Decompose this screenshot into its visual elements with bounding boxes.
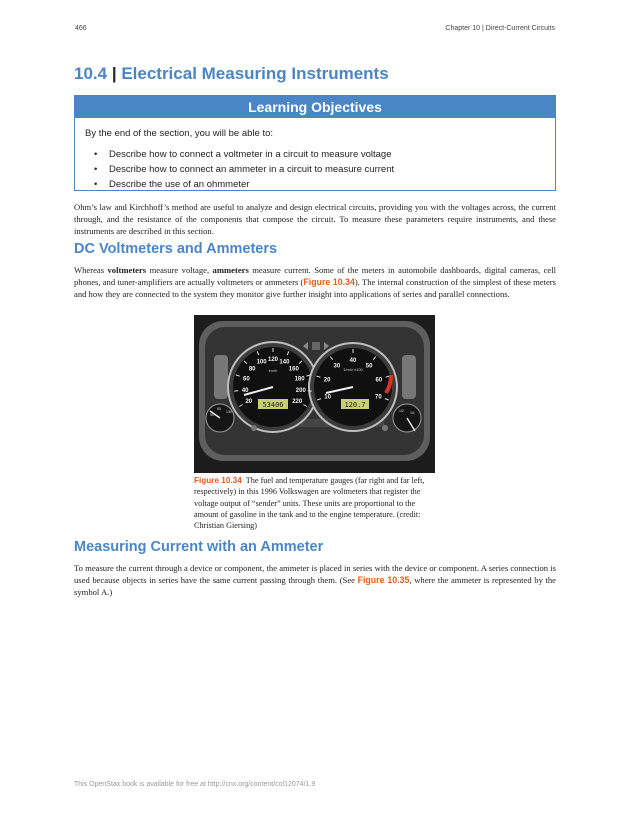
title-separator: | [111,64,122,83]
speed-tick-label: 180 [294,376,305,383]
learning-objectives-box [74,95,556,191]
learning-objectives-intro: By the end of the section, you will be able to: [85,128,274,139]
speed-unit: km/h [268,368,278,373]
page-footer: This OpenStax book is available for free at http://cnx.org/content/col12074/1.9 [74,781,316,788]
speed-tick-label: 80 [248,366,256,373]
dashboard-illustration [194,315,435,473]
section-title-text: Electrical Measuring Instruments [121,64,389,83]
clock-knob [382,425,388,431]
objective-item: • Describe how to connect an ammeter in a circuit to measure current [75,162,394,177]
term-ammeters: ammeters [212,265,249,275]
learning-objectives-heading: Learning Objectives [75,96,555,118]
ammeter-text-2: , where the ammeter is represented by the symbol A.) [74,575,556,597]
fuel-tick-label: 1/2 [399,409,404,413]
speed-tick-label: 100 [256,359,267,366]
speed-tick-label: 200 [295,388,306,394]
temp-tick-label: 50 [210,413,214,417]
ammeter-section-heading: Measuring Current with an Ammeter [74,539,324,555]
figure-10-34-link[interactable]: Figure 10.34 [303,277,355,287]
dc-section-heading: DC Voltmeters and Ammeters [74,241,278,257]
temp-tick-label: 130 [226,410,232,414]
figure-label: Figure 10.34 [194,476,242,485]
center-indicator [312,342,320,350]
page-number: 466 [75,25,87,32]
rpm-tick-label: 60 [375,377,383,384]
dc-text-1: Whereas [74,265,105,275]
speed-tick-label: 140 [279,359,290,366]
speed-tick-label: 220 [292,399,303,406]
rpm-tick-label: 10 [324,394,331,401]
rpm-tick-label: 70 [375,394,382,401]
objective-item: • Describe how to connect a voltmeter in a circuit to measure voltage [75,147,394,162]
odometer-display: 53406 [262,401,284,409]
figure-caption [194,475,435,531]
dc-text-3: measure current. Some of the meters in automobile dashboards, digital cameras, cell phones, and tuner-amplifiers are actually voltmeters or ammeters ( [74,265,556,287]
speed-tick-label: 120 [267,357,279,364]
figure-caption-text: The fuel and temperature gauges (far right and far left, respectively) in this 1996 Volkswagen are voltmeters that register the voltage output of “sender” units. These units are proportional to the amount of gasoline in the tank and to the engine temperature. (credit: Christian Giersing) [194,476,425,531]
objective-item: • Describe the use of an ohmmeter [75,177,394,192]
rpm-tick-label: 40 [349,358,357,365]
dc-paragraph [74,264,556,300]
running-header: Chapter 10 | Direct-Current Circuits [445,25,555,32]
dc-text-4: ). The internal construction of the simplest of these meters and how they are connected to the system they monitor give further insight into applications of series and parallel connections. [74,277,557,299]
tripmeter-display: 120.7 [344,401,366,409]
rpm-tick-label: 50 [365,363,373,370]
fuel-tick-label: 1/1 [410,411,415,415]
dc-text-2: measure voltage, [149,265,210,275]
rpm-unit: 1/min x100 [343,367,363,372]
reset-knob [251,425,257,431]
ammeter-text-1: To measure the current through a device or component, the ammeter is placed in series with the device or component. A series connection is used because objects in series have the same current passing through them. (See [74,563,556,585]
term-voltmeters: voltmeters [107,265,147,275]
intro-paragraph: Ohm’s law and Kirchhoff’s method are useful to analyze and design electrical circuits, providing you with the voltages across, the current through, and the resistance of the components that compose the circuit. To measure these parameters require instruments, and these instruments are described in this section. [74,202,556,236]
speed-tick-label: 40 [241,388,249,394]
speed-tick-label: 20 [245,399,253,406]
ammeter-paragraph [74,562,556,598]
learning-objectives-list [75,147,394,192]
figure-10-35-link[interactable]: Figure 10.35 [357,575,410,585]
rpm-tick-label: 30 [333,363,341,370]
dashboard-photo [194,315,435,473]
speed-tick-label: 160 [288,366,299,373]
speed-tick-label: 60 [243,376,250,383]
rpm-tick-label: 20 [323,377,331,384]
section-title [74,64,389,84]
temp-tick-label: 90 [217,407,221,411]
section-number: 10.4 [74,64,108,83]
